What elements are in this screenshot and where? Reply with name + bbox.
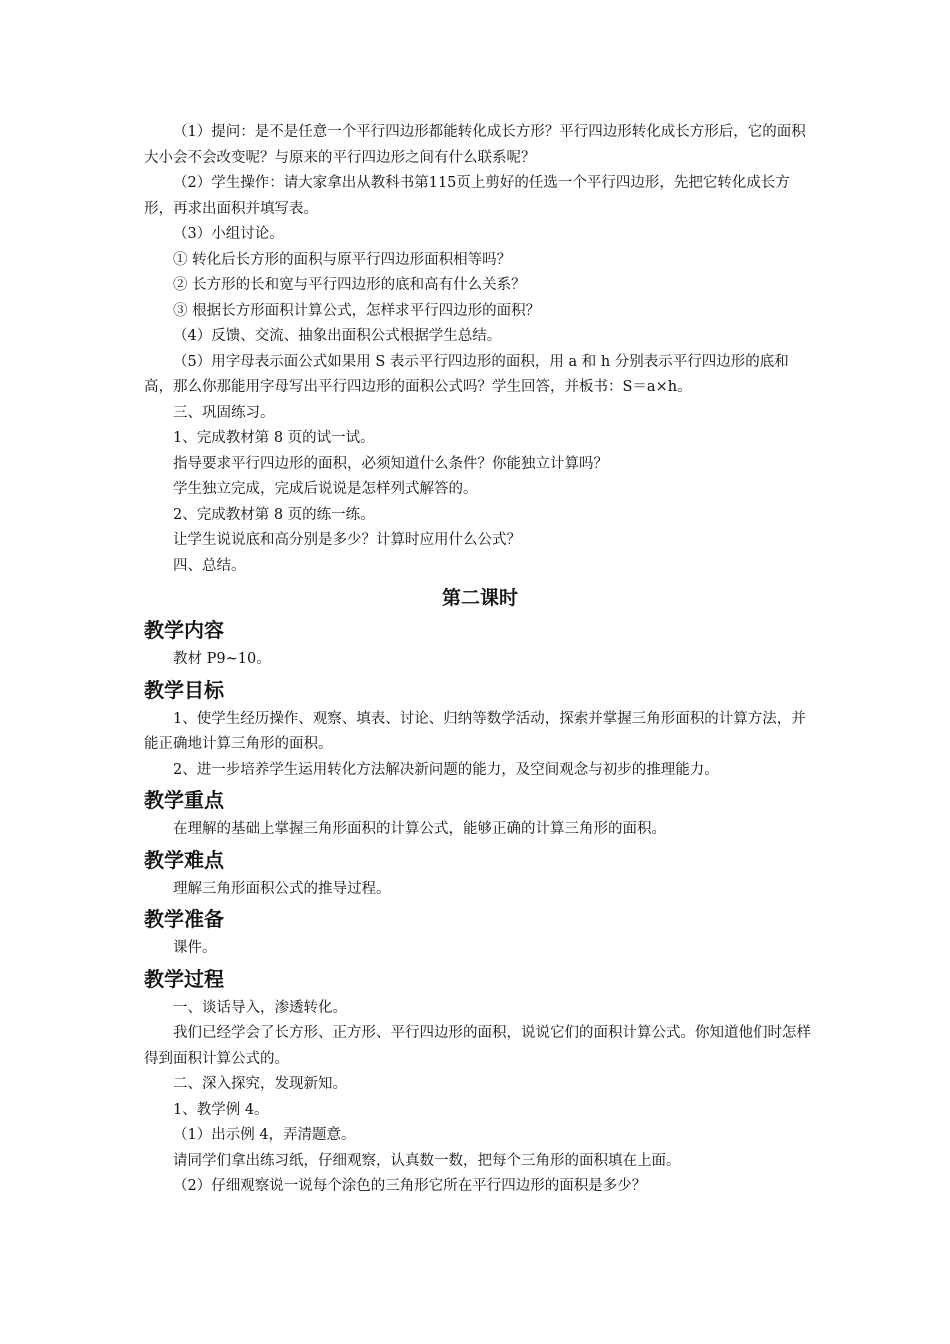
lesson-title: 第二课时 — [441, 587, 518, 609]
paragraph: （5）用字母表示面公式如果用 S 表示平行四边形的面积，用 a 和 h 分别表示平行四边形的底和高，那么你那能用字母写出平行四边形的面积公式吗？学生回答，并板书：S＝a×h。 — [144, 353, 789, 395]
paragraph: （1）出示例 4，弄清题意。 — [173, 1127, 356, 1143]
paragraph: 2、进一步培养学生运用转化方法解决新问题的能力，及空间观念与初步的推理能力。 — [173, 761, 719, 778]
paragraph: ② 长方形的长和宽与平行四边形的底和高有什么关系？ — [173, 277, 526, 293]
paragraph: 1、教学例 4。 — [173, 1101, 269, 1118]
paragraph: 在理解的基础上掌握三角形面积的计算公式，能够正确的计算三角形的面积。 — [173, 821, 666, 837]
section-heading-prep: 教学准备 — [144, 907, 224, 931]
paragraph: 1、使学生经历操作、观察、填表、讨论、归纳等数学活动，探索并掌握三角形面积的计算方法，并能正确地计算三角形的面积。 — [144, 710, 806, 752]
paragraph: 一、谈话导入，渗透转化。 — [173, 999, 347, 1016]
section-heading-content: 教学内容 — [144, 618, 224, 642]
paragraph: （2）学生操作：请大家拿出从教科书第115页上剪好的任选一个平行四边形，先把它转化成长方形，再求出面积并填写表。 — [144, 175, 790, 217]
document-page — [144, 120, 816, 1200]
paragraph: 三、巩固练习。 — [173, 404, 275, 421]
paragraph: 我们已经学会了长方形、正方形、平行四边形的面积，说说它们的面积计算公式。你知道他们时怎样得到面积计算公式的。 — [144, 1025, 811, 1067]
section-heading-difficulty: 教学难点 — [144, 847, 224, 872]
paragraph: （2）仔细观察说一说每个涂色的三角形它所在平行四边形的面积是多少？ — [173, 1178, 647, 1194]
paragraph: 四、总结。 — [173, 557, 246, 574]
section-heading-goals: 教学目标 — [144, 677, 224, 702]
paragraph: 课件。 — [173, 940, 217, 956]
paragraph: ① 转化后长方形的面积与原平行四边形面积相等吗？ — [173, 251, 512, 268]
section-heading-process: 教学过程 — [144, 966, 224, 991]
paragraph: 学生独立完成，完成后说说是怎样列式解答的。 — [173, 481, 478, 497]
paragraph: 理解三角形面积公式的推导过程。 — [173, 880, 391, 897]
paragraph: 指导要求平行四边形的面积，必须知道什么条件？你能独立计算吗？ — [173, 455, 608, 472]
paragraph: 二、深入探究，发现新知。 — [173, 1076, 347, 1092]
paragraph: 请同学们拿出练习纸，仔细观察，认真数一数，把每个三角形的面积填在上面。 — [173, 1152, 681, 1169]
paragraph: 让学生说说底和高分别是多少？计算时应用什么公式？ — [173, 532, 521, 548]
paragraph: （3）小组讨论。 — [173, 226, 284, 242]
paragraph: 2、完成教材第 8 页的练一练。 — [173, 506, 375, 523]
paragraph: （4）反馈、交流、抽象出面积公式根据学生总结。 — [173, 328, 502, 344]
paragraph: （1）提问：是不是任意一个平行四边形都能转化成长方形？平行四边形转化成长方形后，它的面积大小会不会改变呢？与原来的平行四边形之间有什么联系呢？ — [144, 124, 806, 166]
paragraph: 1、完成教材第 8 页的试一试。 — [173, 430, 375, 446]
paragraph: ③ 根据长方形面积计算公式，怎样求平行四边形的面积？ — [173, 302, 541, 319]
paragraph: 教材 P9~10。 — [173, 651, 271, 667]
section-heading-key: 教学重点 — [144, 788, 224, 812]
